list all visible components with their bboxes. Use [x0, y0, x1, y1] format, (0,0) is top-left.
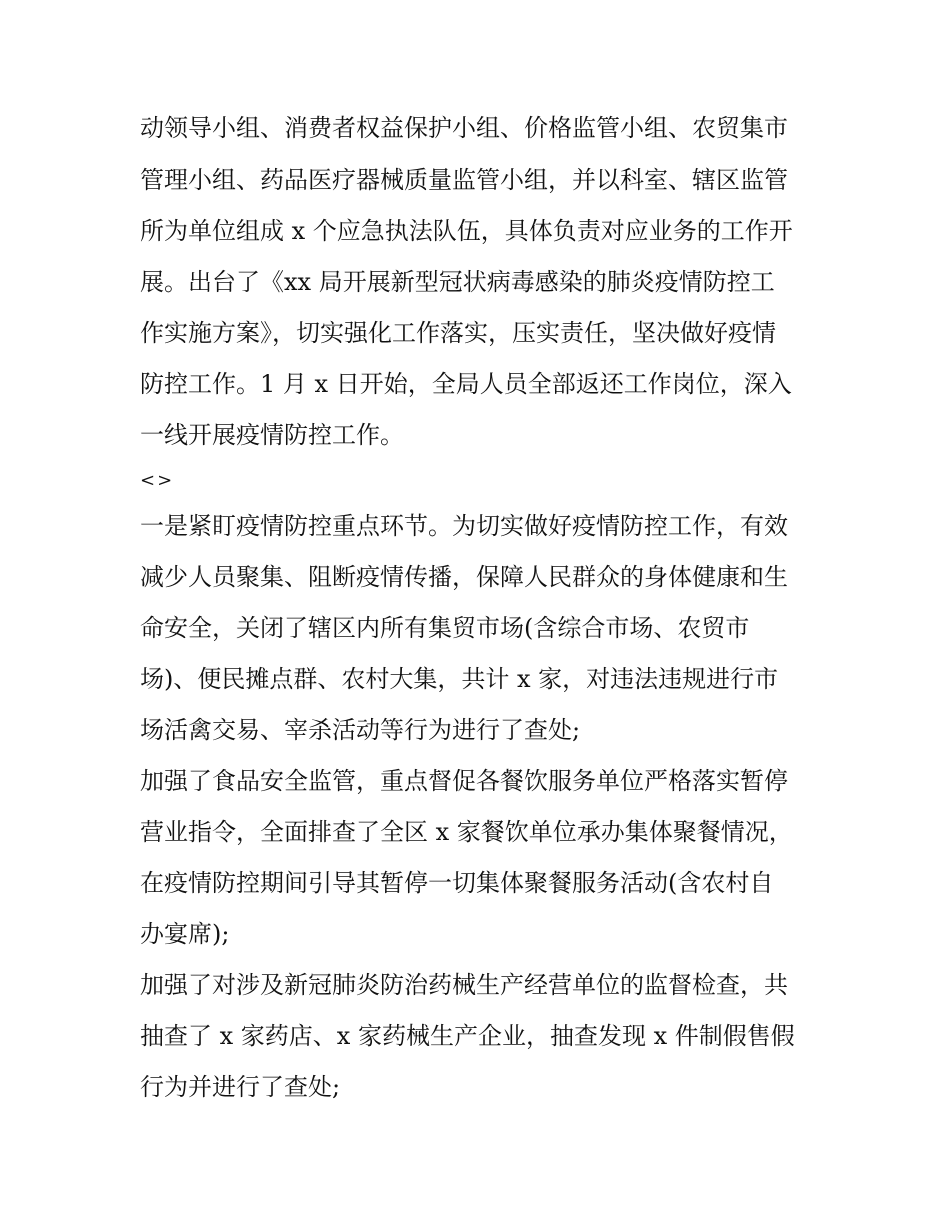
text-line: 抽查了 x 家药店、x 家药械生产企业，抽查发现 x 件制假售假 — [140, 1022, 795, 1050]
text-line: 营业指令，全面排查了全区 x 家餐饮单位承办集体聚餐情况， — [140, 818, 793, 846]
text-line: 一线开展疫情防控工作。 — [140, 421, 404, 449]
text-line: 展。出台了《xx 局开展新型冠状病毒感染的肺炎疫情防控工 — [140, 268, 775, 296]
text-line: 加强了对涉及新冠肺炎防治药械生产经营单位的监督检查，共 — [140, 971, 788, 999]
text-line: 行为并进行了查处; — [140, 1073, 341, 1101]
section-marker: <> — [140, 470, 175, 491]
text-line: 动领导小组、消费者权益保护小组、价格监管小组、农贸集市 — [140, 114, 788, 142]
text-line: 所为单位组成 x 个应急执法队伍，具体负责对应业务的工作开 — [140, 217, 793, 245]
text-line: 场活禽交易、宰杀活动等行为进行了查处; — [140, 716, 581, 744]
text-line: 作实施方案》，切实强化工作落实，压实责任，坚决做好疫情 — [140, 319, 776, 347]
text-line: 一是紧盯疫情防控重点环节。为切实做好疫情防控工作，有效 — [140, 512, 788, 540]
text-line: 办宴席); — [140, 920, 230, 948]
text-line: 命安全，关闭了辖区内所有集贸市场(含综合市场、农贸市 — [140, 614, 750, 642]
text-line: 在疫情防控期间引导其暂停一切集体聚餐服务活动(含农村自 — [140, 869, 774, 897]
text-line: 加强了食品安全监管，重点督促各餐饮服务单位严格落实暂停 — [140, 767, 788, 795]
text-line: 管理小组、药品医疗器械质量监管小组，并以科室、辖区监管 — [140, 166, 788, 194]
text-line: 场)、便民摊点群、农村大集，共计 x 家，对违法违规进行市 — [140, 665, 779, 693]
text-line: 防控工作。1 月 x 日开始，全局人员全部返还工作岗位，深入 — [140, 370, 792, 398]
text-line: 减少人员聚集、阻断疫情传播，保障人民群众的身体健康和生 — [140, 563, 788, 591]
